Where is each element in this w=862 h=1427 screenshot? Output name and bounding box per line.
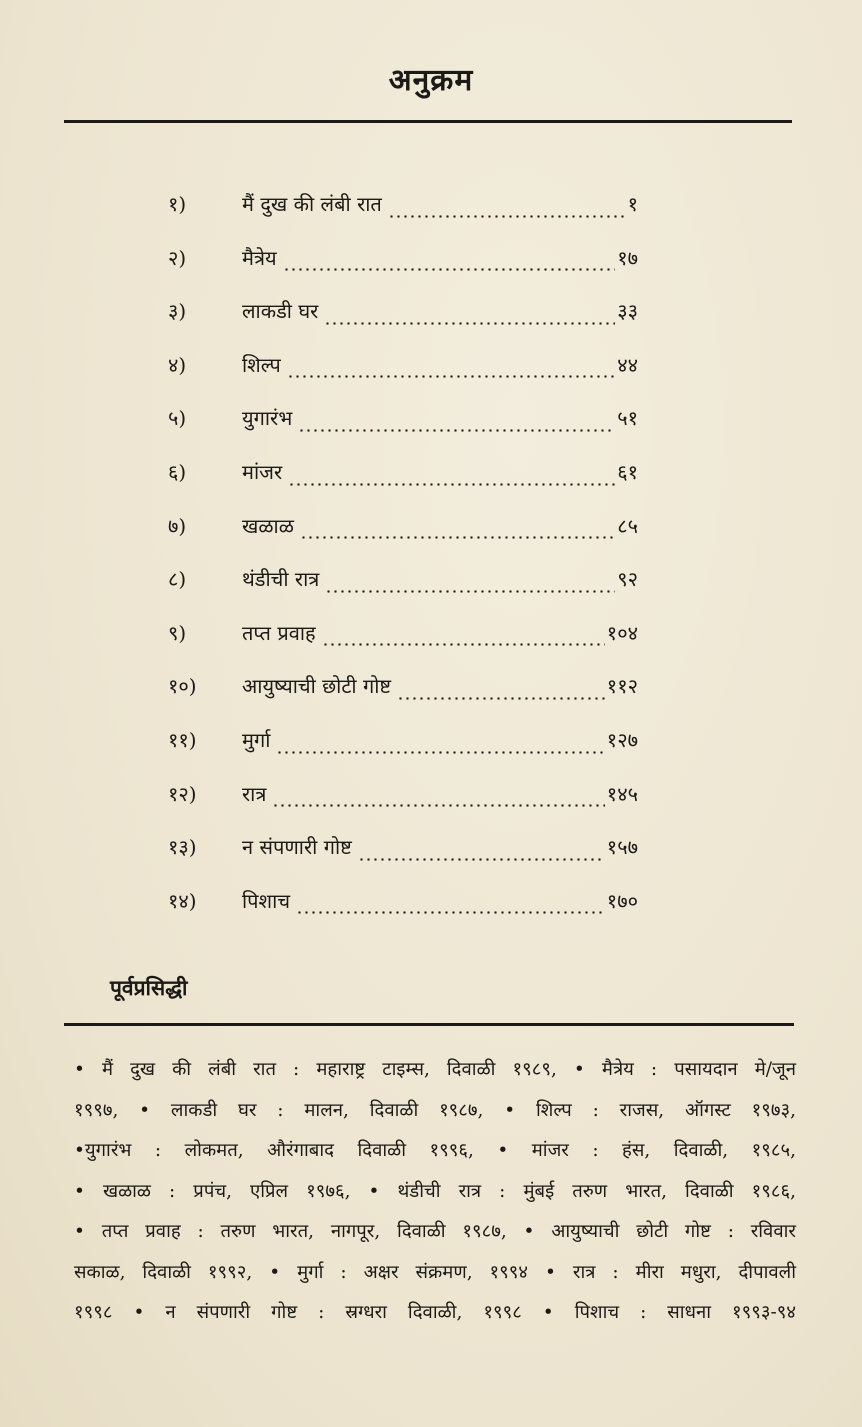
toc-entry-number: ८) xyxy=(168,567,187,592)
toc-entry-title: शिल्प xyxy=(242,352,281,377)
toc-entry-title: आयुष्याची छोटी गोष्ट xyxy=(242,674,392,699)
toc-entry-number: १०) xyxy=(168,674,197,699)
toc-entry-title: रात्र xyxy=(242,781,267,806)
toc-entry-number: २) xyxy=(168,245,187,270)
toc-entry-number: ७) xyxy=(168,513,187,538)
publication-credits xyxy=(74,1050,796,1334)
toc-entry-number: १) xyxy=(168,192,187,216)
toc-entry xyxy=(168,887,638,927)
dot-leader xyxy=(325,590,615,593)
toc-entry-page-number: १७ xyxy=(617,245,638,270)
toc-entry xyxy=(168,565,638,605)
toc-entry-number: ९) xyxy=(168,620,187,645)
dot-leader xyxy=(300,536,615,539)
dot-leader xyxy=(288,483,615,486)
dot-leader xyxy=(296,911,605,914)
dot-leader xyxy=(283,268,616,271)
credit-line: •युगारंभ : लोकमत, औरंगाबाद दिवाळी १९९६, • मांजर : हंस, दिवाळी, १९८५, xyxy=(74,1140,796,1161)
toc-entry-title: युगारंभ xyxy=(242,406,293,431)
credit-line: सकाळ, दिवाळी १९९२, • मुर्गा : अक्षर संक्रमण, १९९४ • रात्र : मीरा मधुरा, दीपावली xyxy=(74,1261,796,1283)
credit-line: • खळाळ : प्रपंच, एप्रिल १९७६, • थंडीची रात्र : मुंबई तरुण भारत, दिवाळी १९८६, xyxy=(74,1180,796,1202)
toc-entry-title: तप्त प्रवाह xyxy=(242,620,316,645)
credit-line: • तप्त प्रवाह : तरुण भारत, नागपूर, दिवाळी १९८७, • आयुष्याची छोटी गोष्ट : रविवार xyxy=(74,1221,796,1242)
title-divider xyxy=(64,120,792,123)
toc-entry-number: ५) xyxy=(168,406,187,431)
toc-entry-page-number: १०४ xyxy=(606,620,638,645)
toc-entry-page-number: ४४ xyxy=(617,352,638,377)
toc-entry-page-number: ३३ xyxy=(617,299,638,324)
toc-entry-page-number: १४५ xyxy=(606,781,638,806)
toc-entry xyxy=(168,297,638,337)
credit-line: • मैं दुख की लंबी रात : महाराष्ट्र टाइम्स, दिवाळी १९८९, • मैत्रेय : पसायदान मे/जून xyxy=(74,1059,796,1080)
toc-entry-page-number: ८५ xyxy=(617,513,638,538)
section-divider xyxy=(64,1023,794,1026)
toc-entry-number: ४) xyxy=(168,352,187,377)
toc-entry-title: मुर्गा xyxy=(242,728,271,752)
toc-entry xyxy=(168,244,638,284)
credit-line: १९९८ • न संपणारी गोष्ट : स्रग्धरा दिवाळी, १९९८ • पिशाच : साधना १९९३-९४ xyxy=(74,1302,796,1323)
dot-leader xyxy=(272,804,604,807)
toc-entry xyxy=(168,726,638,766)
toc-entry-title: न संपणारी गोष्ट xyxy=(242,835,352,860)
toc-entry-number: ११) xyxy=(168,728,197,752)
toc-entry-number: ३) xyxy=(168,299,187,324)
toc-entry-title: खळाळ xyxy=(242,513,294,538)
toc-entry-title: मैं दुख की लंबी रात xyxy=(242,192,382,216)
toc-entry-page-number: १ xyxy=(627,192,638,216)
toc-entry-page-number: ९२ xyxy=(617,567,638,592)
toc-entry-page-number: ११२ xyxy=(606,674,638,699)
toc-entry xyxy=(168,619,638,659)
toc-entry-number: १३) xyxy=(168,835,197,860)
section-heading: पूर्वप्रसिद्धी xyxy=(110,975,188,1000)
toc-entry-page-number: ५१ xyxy=(617,406,638,431)
toc-entry xyxy=(168,512,638,552)
page-title: अनुक्रम xyxy=(388,63,474,98)
dot-leader xyxy=(298,429,615,432)
toc-entry xyxy=(168,351,638,391)
toc-entry-page-number: १२७ xyxy=(606,728,638,752)
dot-leader xyxy=(322,643,605,646)
toc-entry-title: लाकडी घर xyxy=(242,299,319,324)
dot-leader xyxy=(358,858,605,861)
toc-entry xyxy=(168,404,638,444)
toc-entry-title: पिशाच xyxy=(242,888,291,913)
dot-leader xyxy=(388,215,626,218)
toc-entry xyxy=(168,780,638,820)
toc-entry-title: मैत्रेय xyxy=(242,245,277,270)
toc-entry xyxy=(168,458,638,498)
toc-entry-number: ६) xyxy=(168,460,187,484)
dot-leader xyxy=(276,751,604,754)
dot-leader xyxy=(397,697,605,700)
toc-entry-number: १२) xyxy=(168,781,197,806)
toc-entry-page-number: १७० xyxy=(606,888,638,913)
toc-entry-page-number: १५७ xyxy=(606,835,638,860)
dot-leader xyxy=(287,375,615,378)
toc-entry-number: १४) xyxy=(168,888,197,913)
toc-entry-title: मांजर xyxy=(242,460,283,484)
dot-leader xyxy=(324,322,615,325)
toc-entry xyxy=(168,833,638,873)
credit-line: १९९७, • लाकडी घर : मालन, दिवाळी १९८७, • शिल्प : राजस, ऑगस्ट १९७३, xyxy=(74,1099,796,1121)
toc-entry-title: थंडीची रात्र xyxy=(242,567,320,592)
toc-entry-page-number: ६१ xyxy=(617,460,638,484)
toc-entry xyxy=(168,190,638,230)
toc-entry xyxy=(168,672,638,712)
